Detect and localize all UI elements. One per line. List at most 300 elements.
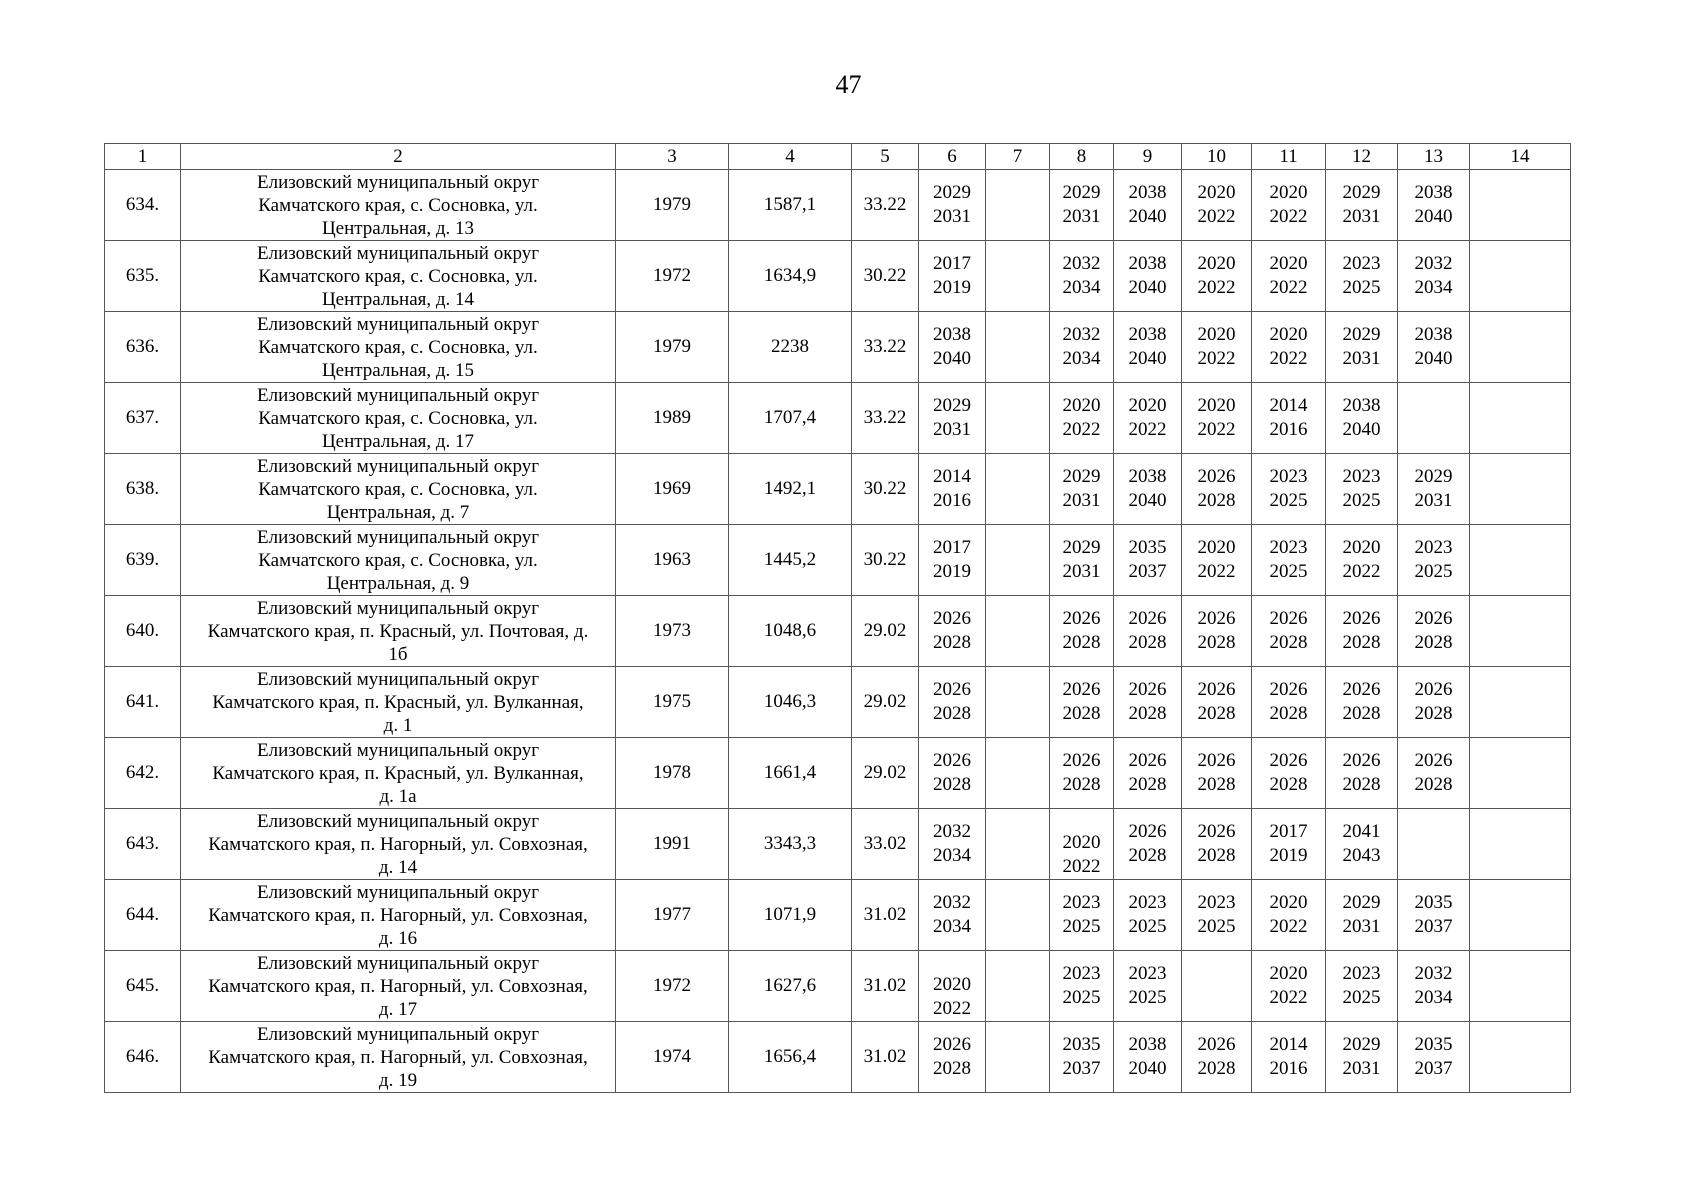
code-cell: 30.22 — [852, 454, 919, 525]
column-header: 10 — [1182, 144, 1252, 170]
period-cell-7 — [986, 241, 1050, 312]
address-line: Камчатского края, с. Сосновка, ул. — [258, 549, 538, 571]
code-cell: 29.02 — [852, 738, 919, 809]
year-value: 2026 — [1197, 1034, 1236, 1055]
code-cell: 33.02 — [852, 809, 919, 880]
address-cell — [181, 525, 616, 596]
period-cell-6 — [919, 525, 986, 596]
period-cell-14 — [1470, 809, 1571, 880]
year-value: 2032 — [933, 892, 971, 913]
year-value: 2023 — [1128, 963, 1167, 984]
table-row — [105, 241, 1571, 312]
table-row — [105, 880, 1571, 951]
period-cell-8 — [1050, 596, 1114, 667]
period-cell-6 — [919, 241, 986, 312]
address-line: Камчатского края, п. Красный, ул. Вулканная, — [212, 691, 584, 713]
year-value: 2016 — [1269, 419, 1308, 440]
row-number-cell: 636. — [105, 312, 181, 383]
address-line: 1б — [388, 643, 408, 665]
year-value: 2025 — [1342, 490, 1381, 511]
year-value: 2034 — [1062, 348, 1101, 369]
address-line: Центральная, д. 7 — [326, 501, 470, 523]
year-value: 2031 — [1342, 348, 1381, 369]
period-cell-8 — [1050, 880, 1114, 951]
address-line: д. 1 — [383, 714, 413, 736]
area-cell: 1656,4 — [729, 1022, 852, 1093]
table-row — [105, 383, 1571, 454]
period-cell-10 — [1182, 241, 1252, 312]
address-line: Центральная, д. 17 — [321, 430, 475, 452]
year-value: 2023 — [1414, 537, 1453, 558]
year-value: 2022 — [1062, 856, 1101, 877]
row-number-cell: 645. — [105, 951, 181, 1022]
year-value: 2034 — [1414, 277, 1453, 298]
year-value: 2040 — [933, 348, 971, 369]
period-cell-9 — [1114, 596, 1182, 667]
address-cell — [181, 454, 616, 525]
year-value: 2028 — [1342, 774, 1381, 795]
year-value: 2037 — [1128, 561, 1167, 582]
year-cell: 1974 — [616, 1022, 729, 1093]
area-cell: 1587,1 — [729, 170, 852, 241]
year-value: 2020 — [1269, 182, 1308, 203]
address-line: Камчатского края, с. Сосновка, ул. — [258, 478, 538, 500]
address-line: Центральная, д. 13 — [321, 217, 475, 239]
year-value: 2040 — [1128, 348, 1167, 369]
year-value: 2023 — [1342, 963, 1381, 984]
year-value: 2032 — [1414, 253, 1453, 274]
period-cell-7 — [986, 170, 1050, 241]
year-value: 2020 — [1197, 395, 1236, 416]
period-cell-12 — [1326, 241, 1398, 312]
year-value: 2031 — [933, 419, 971, 440]
address-cell — [181, 880, 616, 951]
address-line: Камчатского края, п. Нагорный, ул. Совхозная, — [208, 1046, 588, 1068]
period-cell-14 — [1470, 383, 1571, 454]
year-value: 2022 — [1197, 206, 1236, 227]
year-value: 2026 — [1414, 608, 1453, 629]
year-value: 2026 — [933, 608, 971, 629]
year-value: 2026 — [933, 750, 971, 771]
period-cell-14 — [1470, 241, 1571, 312]
period-cell-11 — [1252, 1022, 1326, 1093]
period-cell-10 — [1182, 454, 1252, 525]
period-cell-8 — [1050, 667, 1114, 738]
year-value: 2020 — [1197, 253, 1236, 274]
year-value: 2035 — [1414, 1034, 1453, 1055]
year-value: 2026 — [933, 1034, 971, 1055]
year-value: 2028 — [1197, 490, 1236, 511]
area-cell: 1661,4 — [729, 738, 852, 809]
year-cell: 1979 — [616, 312, 729, 383]
table-row — [105, 951, 1571, 1022]
column-header: 4 — [729, 144, 852, 170]
year-value: 2028 — [1197, 632, 1236, 653]
code-cell: 29.02 — [852, 667, 919, 738]
year-value: 2020 — [1128, 395, 1167, 416]
period-cell-7 — [986, 809, 1050, 880]
period-cell-9 — [1114, 738, 1182, 809]
period-cell-13 — [1398, 525, 1470, 596]
year-value: 2025 — [1062, 987, 1101, 1008]
year-value: 2038 — [1128, 1034, 1167, 1055]
period-cell-13 — [1398, 170, 1470, 241]
column-number-row — [105, 144, 1571, 170]
period-cell-7 — [986, 596, 1050, 667]
period-cell-9 — [1114, 170, 1182, 241]
period-cell-10 — [1182, 170, 1252, 241]
period-cell-8 — [1050, 951, 1114, 1022]
row-number-cell: 639. — [105, 525, 181, 596]
year-value: 2041 — [1342, 821, 1381, 842]
period-cell-8 — [1050, 525, 1114, 596]
period-cell-10 — [1182, 1022, 1252, 1093]
year-cell: 1972 — [616, 951, 729, 1022]
year-value: 2020 — [1269, 324, 1308, 345]
year-value: 2020 — [1197, 182, 1236, 203]
year-value: 2019 — [1269, 845, 1308, 866]
period-cell-10 — [1182, 809, 1252, 880]
year-value: 2026 — [1342, 608, 1381, 629]
year-value: 2038 — [1128, 324, 1167, 345]
period-cell-7 — [986, 667, 1050, 738]
year-value: 2040 — [1414, 348, 1453, 369]
address-line: Камчатского края, п. Красный, ул. Почтовая, д. — [207, 620, 589, 642]
year-value: 2031 — [1342, 1058, 1381, 1079]
address-line: Камчатского края, с. Сосновка, ул. — [258, 265, 538, 287]
year-cell: 1989 — [616, 383, 729, 454]
year-value: 2022 — [1062, 419, 1101, 440]
table-row — [105, 738, 1571, 809]
year-value: 2038 — [1342, 395, 1381, 416]
year-value: 2037 — [1062, 1058, 1101, 1079]
address-line: Елизовский муниципальный округ — [257, 455, 539, 477]
year-value: 2026 — [1197, 679, 1236, 700]
year-value: 2040 — [1128, 1058, 1167, 1079]
year-value: 2026 — [1128, 608, 1167, 629]
year-value: 2017 — [1269, 821, 1308, 842]
address-line: Елизовский муниципальный округ — [257, 242, 539, 264]
period-cell-10 — [1182, 880, 1252, 951]
period-cell-8 — [1050, 738, 1114, 809]
year-value: 2020 — [1197, 537, 1236, 558]
period-cell-9 — [1114, 312, 1182, 383]
period-cell-11 — [1252, 312, 1326, 383]
period-cell-8 — [1050, 383, 1114, 454]
year-value: 2029 — [1062, 182, 1101, 203]
year-value: 2023 — [1062, 892, 1101, 913]
period-cell-10 — [1182, 951, 1252, 1022]
year-value: 2032 — [933, 821, 971, 842]
year-value: 2038 — [933, 324, 971, 345]
period-cell-11 — [1252, 880, 1326, 951]
row-number-cell: 646. — [105, 1022, 181, 1093]
period-cell-14 — [1470, 312, 1571, 383]
period-cell-9 — [1114, 525, 1182, 596]
address-line: д. 14 — [378, 856, 418, 878]
period-cell-12 — [1326, 525, 1398, 596]
address-line: Елизовский муниципальный округ — [257, 668, 539, 690]
year-value: 2020 — [1062, 395, 1101, 416]
year-value: 2017 — [933, 537, 971, 558]
year-value: 2029 — [933, 395, 971, 416]
period-cell-7 — [986, 383, 1050, 454]
year-value: 2028 — [1197, 1058, 1236, 1079]
period-cell-8 — [1050, 170, 1114, 241]
address-cell — [181, 809, 616, 880]
year-value: 2028 — [1342, 632, 1381, 653]
year-value: 2020 — [1197, 324, 1236, 345]
code-cell: 30.22 — [852, 525, 919, 596]
address-line: д. 17 — [378, 998, 418, 1020]
address-line: Елизовский муниципальный округ — [257, 810, 539, 832]
year-value: 2040 — [1342, 419, 1381, 440]
year-value: 2026 — [1269, 679, 1308, 700]
row-number-cell: 638. — [105, 454, 181, 525]
column-header: 5 — [852, 144, 919, 170]
year-value: 2022 — [1197, 419, 1236, 440]
year-value: 2035 — [1414, 892, 1453, 913]
year-value: 2023 — [1269, 466, 1308, 487]
year-value: 2026 — [1414, 750, 1453, 771]
period-cell-14 — [1470, 525, 1571, 596]
period-cell-14 — [1470, 1022, 1571, 1093]
period-cell-7 — [986, 1022, 1050, 1093]
year-value: 2026 — [1128, 821, 1167, 842]
year-value: 2031 — [1342, 916, 1381, 937]
period-cell-13 — [1398, 951, 1470, 1022]
year-value: 2022 — [1197, 348, 1236, 369]
year-value: 2026 — [1342, 679, 1381, 700]
year-value: 2022 — [1197, 277, 1236, 298]
column-header: 1 — [105, 144, 181, 170]
period-cell-14 — [1470, 170, 1571, 241]
column-header: 6 — [919, 144, 986, 170]
table-row — [105, 170, 1571, 241]
year-value: 2025 — [1197, 916, 1236, 937]
year-value: 2019 — [933, 561, 971, 582]
year-value: 2025 — [1269, 490, 1308, 511]
year-value: 2040 — [1128, 206, 1167, 227]
address-cell — [181, 667, 616, 738]
column-header: 7 — [986, 144, 1050, 170]
year-value: 2022 — [933, 998, 971, 1019]
area-cell: 1634,9 — [729, 241, 852, 312]
year-value: 2023 — [1062, 963, 1101, 984]
address-line: Камчатского края, п. Нагорный, ул. Совхозная, — [208, 904, 588, 926]
year-value: 2025 — [1269, 561, 1308, 582]
period-cell-7 — [986, 454, 1050, 525]
year-value: 2034 — [1414, 987, 1453, 1008]
row-number-cell: 640. — [105, 596, 181, 667]
year-value: 2016 — [933, 490, 971, 511]
period-cell-7 — [986, 951, 1050, 1022]
period-cell-6 — [919, 170, 986, 241]
period-cell-13 — [1398, 738, 1470, 809]
year-value: 2023 — [1342, 253, 1381, 274]
year-value: 2025 — [1414, 561, 1453, 582]
period-cell-13 — [1398, 241, 1470, 312]
period-cell-12 — [1326, 1022, 1398, 1093]
year-value: 2028 — [1414, 632, 1453, 653]
period-cell-9 — [1114, 809, 1182, 880]
period-cell-6 — [919, 738, 986, 809]
year-value: 2026 — [1197, 821, 1236, 842]
year-value: 2022 — [1269, 206, 1308, 227]
address-line: Центральная, д. 15 — [321, 359, 475, 381]
address-line: Елизовский муниципальный округ — [257, 526, 539, 548]
code-cell: 33.22 — [852, 170, 919, 241]
year-value: 2028 — [1414, 703, 1453, 724]
period-cell-9 — [1114, 880, 1182, 951]
year-value: 2028 — [1269, 632, 1308, 653]
address-cell — [181, 951, 616, 1022]
period-cell-13 — [1398, 454, 1470, 525]
period-cell-11 — [1252, 525, 1326, 596]
year-value: 2038 — [1128, 253, 1167, 274]
period-cell-8 — [1050, 1022, 1114, 1093]
period-cell-9 — [1114, 383, 1182, 454]
year-value: 2035 — [1128, 537, 1167, 558]
period-cell-6 — [919, 312, 986, 383]
year-value: 2026 — [1197, 466, 1236, 487]
year-cell: 1977 — [616, 880, 729, 951]
year-value: 2025 — [1062, 916, 1101, 937]
address-line: Камчатского края, с. Сосновка, ул. — [258, 407, 538, 429]
year-value: 2022 — [1269, 277, 1308, 298]
period-cell-13 — [1398, 383, 1470, 454]
year-value: 2026 — [1342, 750, 1381, 771]
code-cell: 31.02 — [852, 1022, 919, 1093]
year-value: 2028 — [1062, 703, 1101, 724]
period-cell-6 — [919, 667, 986, 738]
code-cell: 31.02 — [852, 951, 919, 1022]
housing-register-table — [104, 143, 1571, 1093]
address-line: д. 1а — [379, 785, 417, 807]
year-value: 2022 — [1269, 987, 1308, 1008]
year-value: 2038 — [1128, 466, 1167, 487]
address-cell — [181, 596, 616, 667]
year-value: 2031 — [933, 206, 971, 227]
period-cell-11 — [1252, 809, 1326, 880]
year-value: 2014 — [1269, 395, 1308, 416]
year-value: 2029 — [1342, 182, 1381, 203]
year-value: 2031 — [1342, 206, 1381, 227]
row-number-cell: 635. — [105, 241, 181, 312]
column-header: 3 — [616, 144, 729, 170]
year-cell: 1973 — [616, 596, 729, 667]
year-value: 2034 — [1062, 277, 1101, 298]
period-cell-6 — [919, 880, 986, 951]
year-value: 2031 — [1414, 490, 1453, 511]
period-cell-13 — [1398, 667, 1470, 738]
year-value: 2028 — [1269, 774, 1308, 795]
address-line: д. 19 — [378, 1069, 418, 1091]
column-header: 12 — [1326, 144, 1398, 170]
period-cell-13 — [1398, 596, 1470, 667]
year-value: 2029 — [1062, 537, 1101, 558]
address-line: Камчатского края, п. Нагорный, ул. Совхозная, — [208, 833, 588, 855]
year-value: 2026 — [1062, 608, 1101, 629]
period-cell-12 — [1326, 454, 1398, 525]
period-cell-11 — [1252, 170, 1326, 241]
year-cell: 1975 — [616, 667, 729, 738]
period-cell-11 — [1252, 667, 1326, 738]
column-header: 8 — [1050, 144, 1114, 170]
year-value: 2028 — [933, 632, 971, 653]
year-value: 2025 — [1128, 987, 1167, 1008]
period-cell-10 — [1182, 738, 1252, 809]
period-cell-13 — [1398, 809, 1470, 880]
area-cell: 1071,9 — [729, 880, 852, 951]
code-cell: 30.22 — [852, 241, 919, 312]
address-line: Елизовский муниципальный округ — [257, 1023, 539, 1045]
year-value: 2028 — [933, 774, 971, 795]
year-value: 2032 — [1062, 253, 1101, 274]
year-value: 2023 — [1342, 466, 1381, 487]
year-value: 2031 — [1062, 490, 1101, 511]
year-value: 2022 — [1342, 561, 1381, 582]
address-line: Центральная, д. 9 — [326, 572, 470, 594]
address-line: Камчатского края, с. Сосновка, ул. — [258, 194, 538, 216]
year-value: 2019 — [933, 277, 971, 298]
period-cell-11 — [1252, 383, 1326, 454]
year-value: 2029 — [1414, 466, 1453, 487]
year-value: 2022 — [1128, 419, 1167, 440]
year-value: 2040 — [1414, 206, 1453, 227]
year-value: 2026 — [1062, 679, 1101, 700]
period-cell-11 — [1252, 738, 1326, 809]
page-number: 47 — [835, 70, 862, 99]
year-value: 2037 — [1414, 916, 1453, 937]
period-cell-12 — [1326, 667, 1398, 738]
year-value: 2025 — [1128, 916, 1167, 937]
year-value: 2020 — [1269, 892, 1308, 913]
address-line: Елизовский муниципальный округ — [257, 384, 539, 406]
period-cell-12 — [1326, 951, 1398, 1022]
period-cell-7 — [986, 312, 1050, 383]
period-cell-12 — [1326, 170, 1398, 241]
address-line: Камчатского края, п. Красный, ул. Вулканная, — [212, 762, 584, 784]
year-value: 2038 — [1414, 182, 1453, 203]
year-value: 2035 — [1062, 1034, 1101, 1055]
code-cell: 33.22 — [852, 383, 919, 454]
year-value: 2023 — [1128, 892, 1167, 913]
year-value: 2029 — [933, 182, 971, 203]
year-value: 2028 — [1414, 774, 1453, 795]
year-value: 2028 — [1197, 845, 1236, 866]
year-value: 2014 — [1269, 1034, 1308, 1055]
row-number-cell: 642. — [105, 738, 181, 809]
year-value: 2026 — [1414, 679, 1453, 700]
row-number-cell: 637. — [105, 383, 181, 454]
year-value: 2022 — [1269, 916, 1308, 937]
period-cell-8 — [1050, 241, 1114, 312]
code-cell: 29.02 — [852, 596, 919, 667]
area-cell: 2238 — [729, 312, 852, 383]
address-cell — [181, 312, 616, 383]
year-value: 2029 — [1342, 1034, 1381, 1055]
column-header: 14 — [1470, 144, 1571, 170]
year-value: 2022 — [1197, 561, 1236, 582]
period-cell-14 — [1470, 454, 1571, 525]
period-cell-14 — [1470, 951, 1571, 1022]
period-cell-12 — [1326, 880, 1398, 951]
year-value: 2025 — [1342, 277, 1381, 298]
period-cell-6 — [919, 454, 986, 525]
address-cell — [181, 738, 616, 809]
period-cell-11 — [1252, 951, 1326, 1022]
